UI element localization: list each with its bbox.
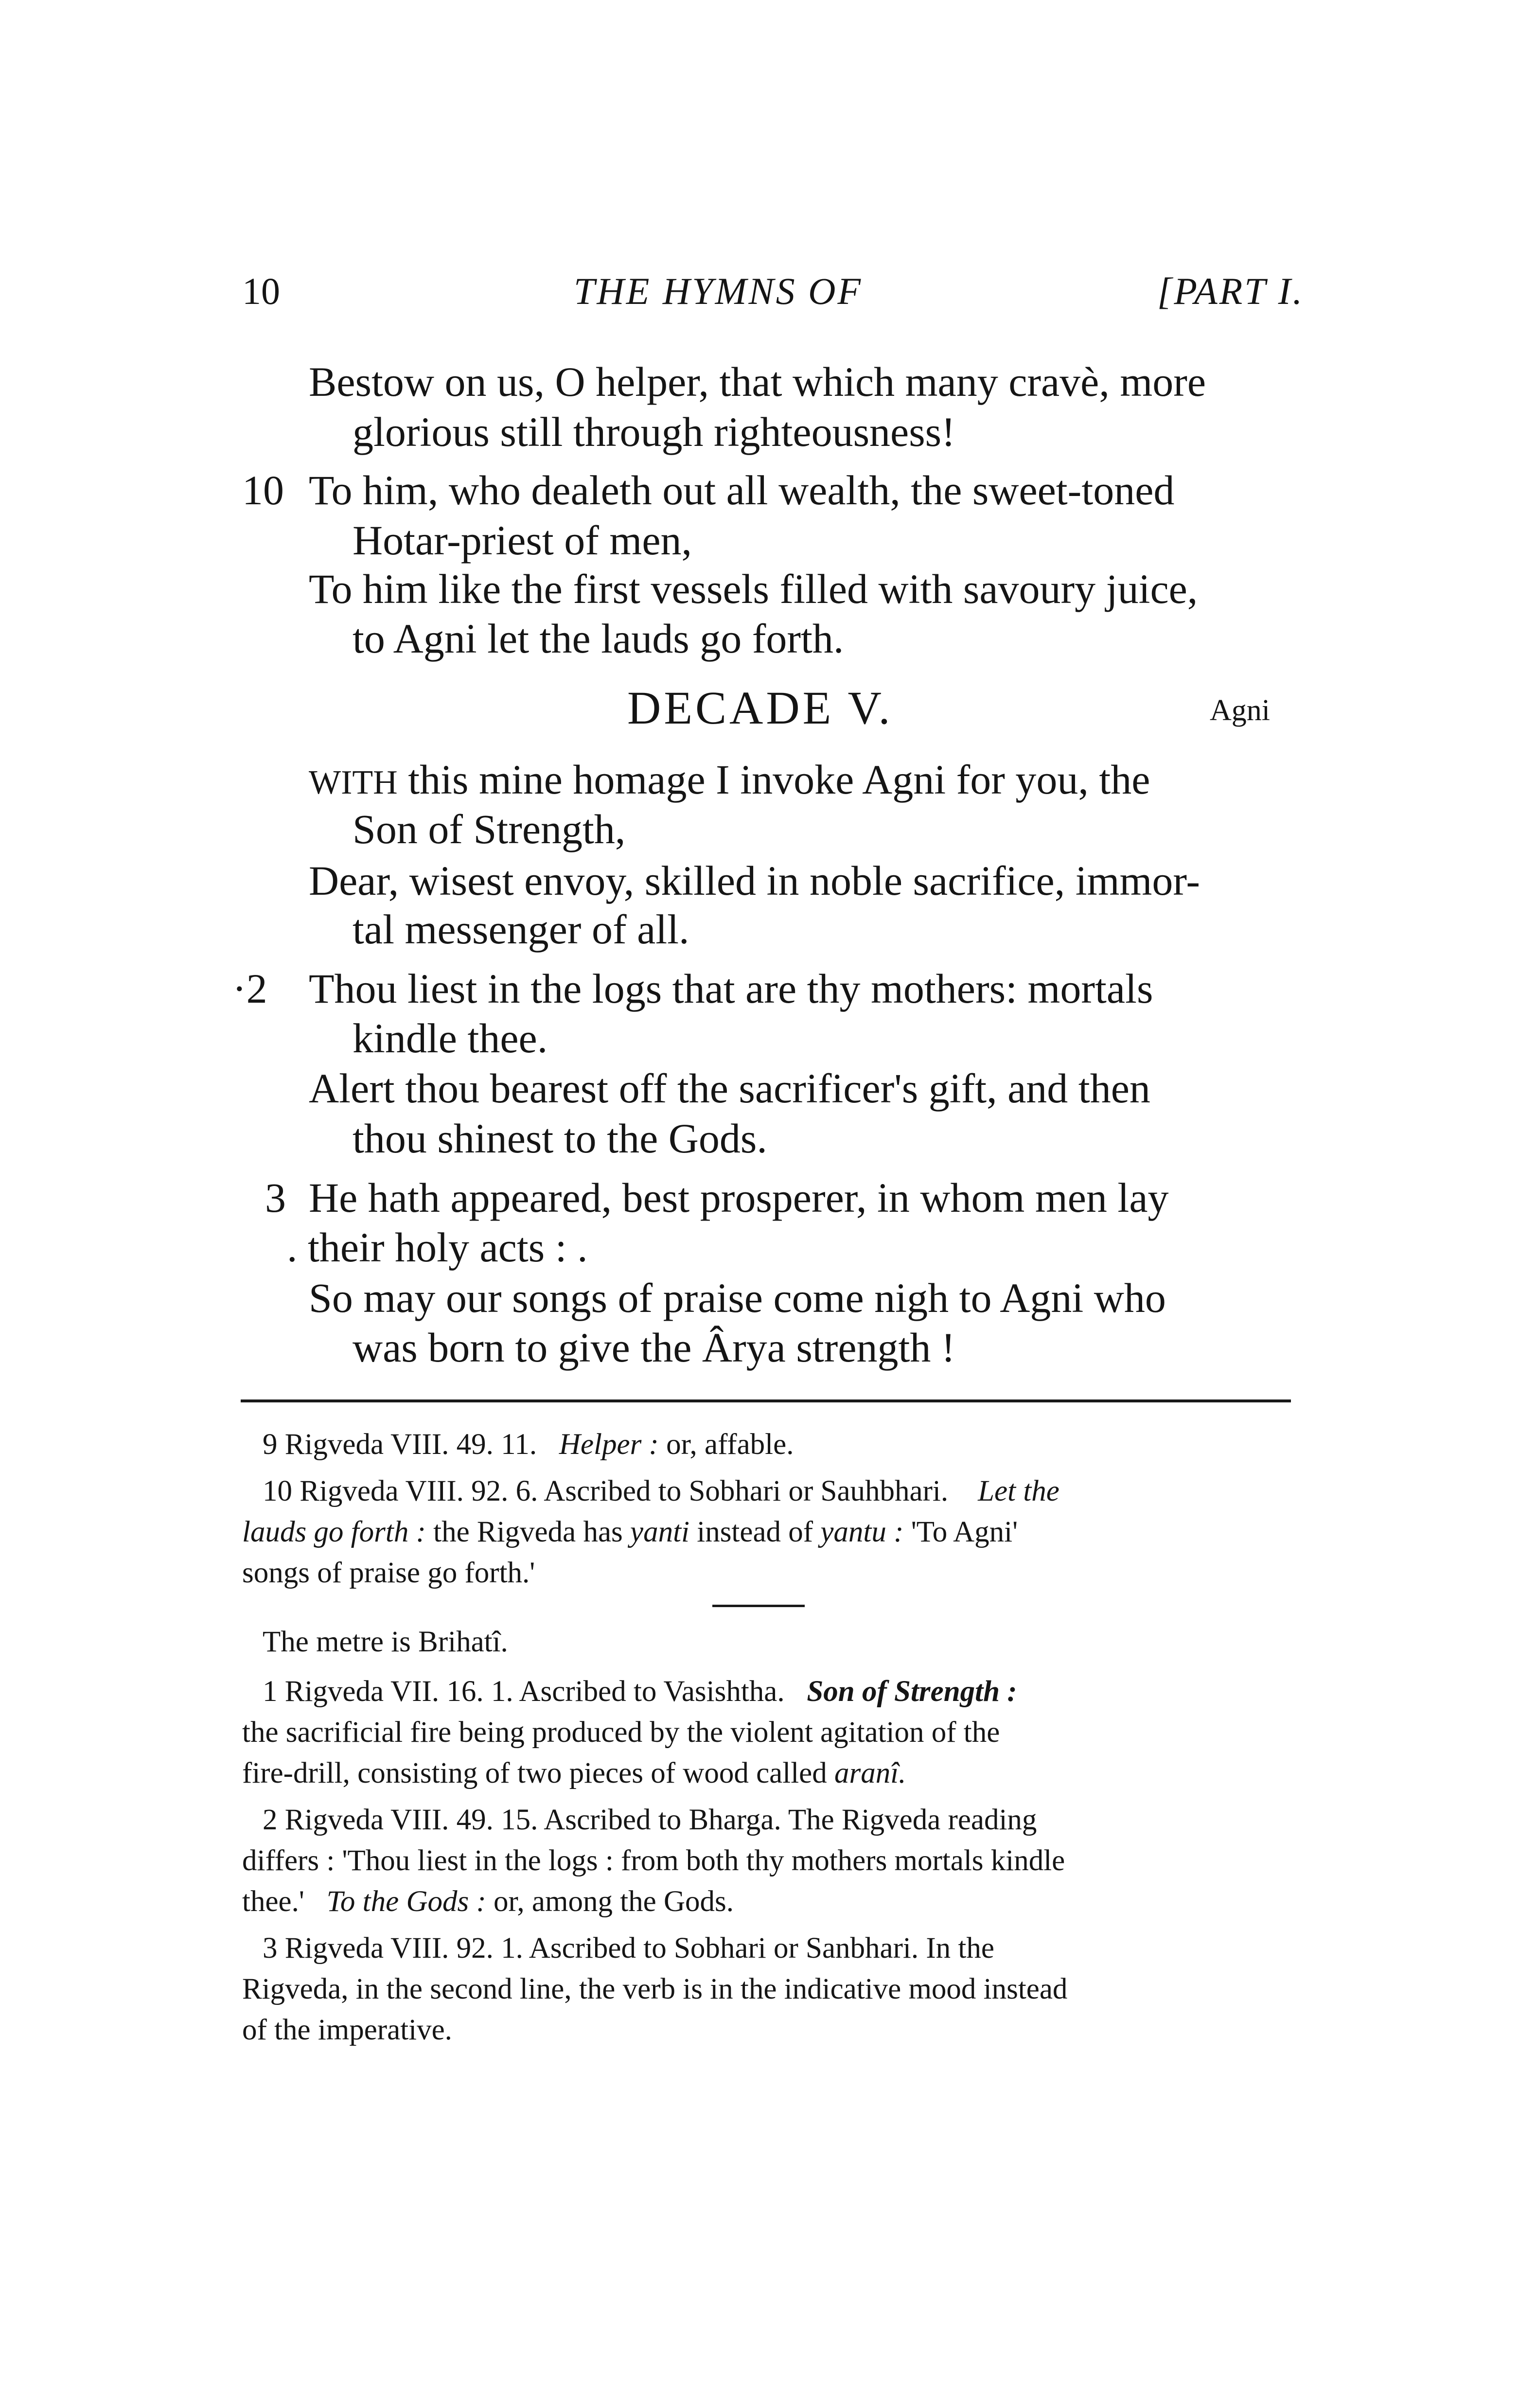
deity-label: Agni (1210, 694, 1270, 727)
verse-number: 3 (265, 1174, 286, 1221)
footnote-3-line: of the imperative. (242, 2014, 452, 2046)
verse-line: to Agni let the lauds go forth. (353, 615, 844, 662)
verse-line: tal messenger of all. (353, 906, 689, 953)
footnote-text: or, affable. (666, 1428, 794, 1461)
footnote-term: aranî. (834, 1757, 906, 1789)
verse-line: glorious still through righteousness! (353, 408, 955, 455)
verse-line (309, 756, 1150, 803)
footnote-10-line (242, 1517, 1018, 1547)
footnote-term: yanti (630, 1516, 689, 1548)
footnote-text: 'To Agni' (911, 1516, 1018, 1548)
verse-line: kindle thee. (353, 1015, 548, 1062)
footnote-2-line: 2 Rigveda VIII. 49. 15. Ascribed to Bharga. The Rigveda reading (263, 1804, 1037, 1836)
footnote-separator (241, 1399, 1291, 1402)
verse-line: Alert thou bearest off the sacrificer's gift, and then (309, 1065, 1150, 1112)
small-caps-opening: WITH (309, 764, 398, 801)
footnote-label: Let the (978, 1475, 1059, 1507)
verse-line: . their holy acts : . (287, 1224, 588, 1271)
running-title: THE HYMNS OF (574, 270, 863, 312)
footnote-text: thee.' (242, 1885, 304, 1918)
verse-line: To him, who dealeth out all wealth, the sweet-toned (309, 467, 1175, 513)
verse-number: ·2 (232, 965, 267, 1012)
footnote-9 (263, 1430, 794, 1459)
footnote-label: Helper : (559, 1428, 659, 1461)
metre-note: The metre is Brihatî. (263, 1626, 508, 1658)
verse-line: Thou liest in the logs that are thy mothers: mortals (309, 965, 1153, 1012)
verse-line: So may our songs of praise come nigh to Agni who (309, 1275, 1166, 1321)
short-separator (712, 1605, 805, 1607)
decade-heading: DECADE V. (627, 682, 893, 734)
footnote-text: 1 Rigveda VII. 16. 1. Ascribed to Vasishtha. (263, 1675, 785, 1708)
verse-line: Dear, wisest envoy, skilled in noble sacrifice, immor- (309, 857, 1200, 904)
footnote-1-line: the sacrificial fire being produced by the violent agitation of the (242, 1716, 1000, 1749)
verse-line: thou shinest to the Gods. (353, 1115, 767, 1162)
footnote-text: or, among the Gods. (494, 1885, 734, 1918)
footnote-label: lauds go forth : (242, 1516, 426, 1548)
footnote-term: yantu : (820, 1516, 904, 1548)
footnote-text: 10 Rigveda VIII. 92. 6. Ascribed to Sobhari or Sauhbhari. (263, 1475, 949, 1507)
footnote-3-line: 3 Rigveda VIII. 92. 1. Ascribed to Sobhari or Sanbhari. In the (263, 1932, 994, 1965)
footnote-3-line: Rigveda, in the second line, the verb is in the indicative mood instead (242, 1973, 1068, 2005)
verse-line: Son of Strength, (353, 806, 626, 852)
part-label: [PART I. (1157, 270, 1305, 312)
footnote-1-line (242, 1758, 906, 1788)
verse-line: He hath appeared, best prosperer, in whom men lay (309, 1174, 1169, 1221)
verse-line: Bestow on us, O helper, that which many cravè, more (309, 358, 1206, 405)
footnote-1-line (263, 1677, 1017, 1706)
footnote-text: the Rigveda has (433, 1516, 623, 1548)
verse-line: To him like the first vessels filled with savoury juice, (309, 566, 1198, 612)
footnote-2-line: differs : 'Thou liest in the logs : from both thy mothers mortals kindle (242, 1844, 1065, 1877)
footnote-10-line: songs of praise go forth.' (242, 1557, 535, 1589)
footnote-10-line (263, 1476, 1059, 1506)
footnote-ref: 9 Rigveda VIII. 49. 11. (263, 1428, 537, 1461)
footnote-text: instead of (697, 1516, 813, 1548)
verse-text: this mine homage I invoke Agni for you, the (408, 756, 1150, 803)
verse-line: Hotar-priest of men, (353, 517, 692, 564)
footnote-label: Son of Strength : (807, 1675, 1017, 1708)
page-number: 10 (242, 270, 280, 312)
footnote-2-line (242, 1887, 734, 1916)
verse-line: was born to give the Ârya strength ! (353, 1324, 955, 1371)
footnote-label: To the Gods : (326, 1885, 486, 1918)
verse-number: 10 (242, 467, 284, 513)
footnote-text: fire-drill, consisting of two pieces of wood called (242, 1757, 827, 1789)
